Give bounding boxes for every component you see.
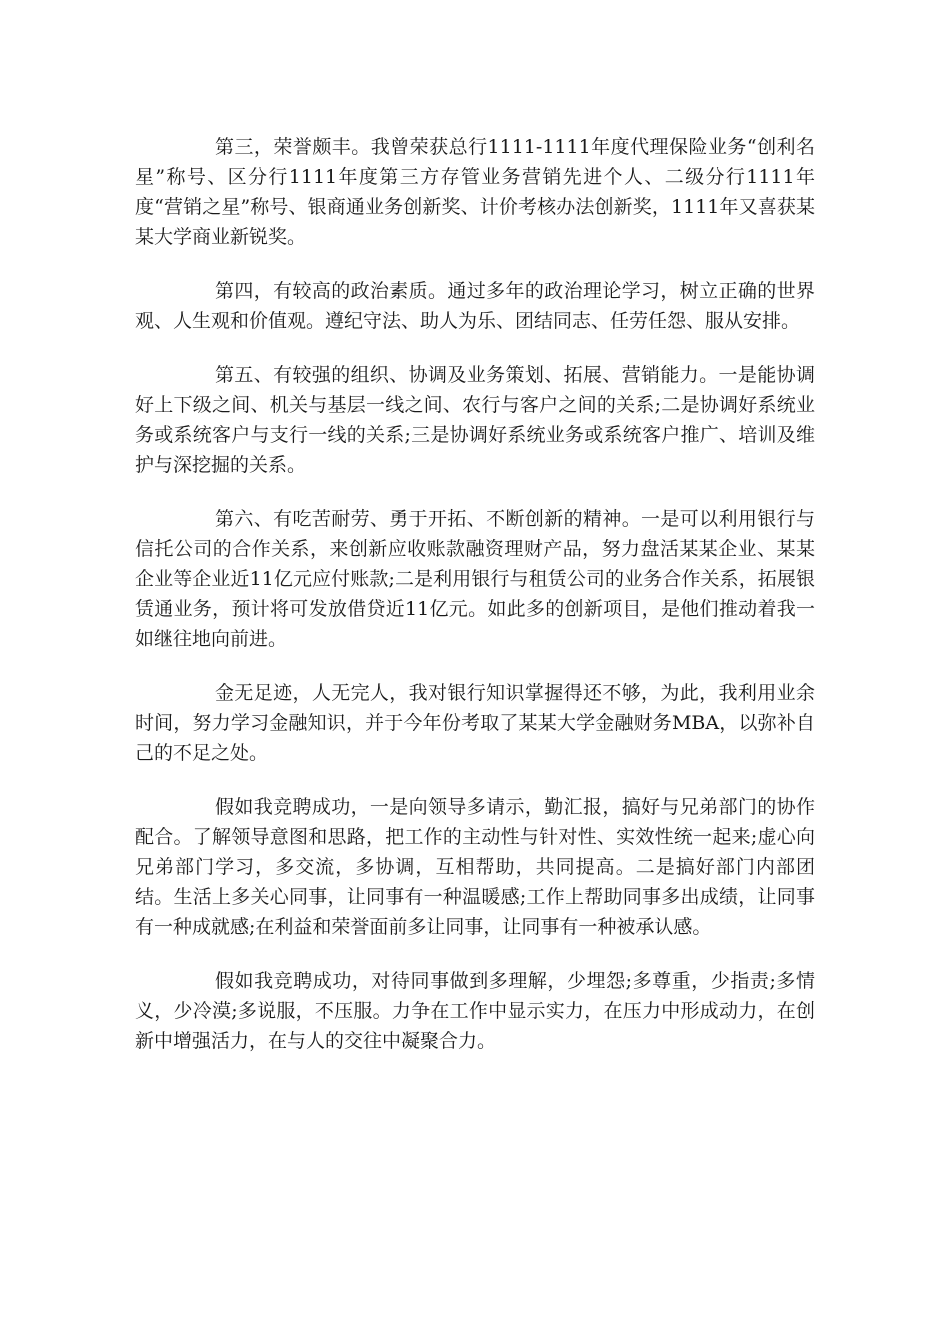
document-body	[135, 132, 815, 1080]
paragraph-organization-ability: 第五、有较强的组织、协调及业务策划、拓展、营销能力。一是能协调好上下级之间、机关与基层一线之间、农行与客户之间的关系;二是协调好系统业务或系统客户与支行一线的关系;三是协调好系统业务或系统客户推广、培训及维护与深挖掘的关系。	[135, 364, 815, 476]
paragraph-plan-cooperation: 假如我竞聘成功，一是向领导多请示，勤汇报，搞好与兄弟部门的协作配合。了解领导意图和思路，把工作的主动性与针对性、实效性统一起来;虚心向兄弟部门学习，多交流，多协调，互相帮助，共同提高。二是搞好部门内部团结。生活上多关心同事，让同事有一种温暖感;工作上帮助同事多出成绩，让同事有一种成就感;在利益和荣誉面前多让同事，让同事有一种被承认感。	[135, 796, 815, 938]
paragraph-political-quality: 第四，有较高的政治素质。通过多年的政治理论学习，树立正确的世界观、人生观和价值观。遵纪守法、助人为乐、团结同志、任劳任怨、服从安排。	[135, 280, 815, 332]
paragraph-self-improvement: 金无足迹，人无完人，我对银行知识掌握得还不够，为此，我利用业余时间，努力学习金融知识，并于今年份考取了某某大学金融财务MBA，以弥补自己的不足之处。	[135, 682, 815, 764]
paragraph-innovation-spirit: 第六、有吃苦耐劳、勇于开拓、不断创新的精神。一是可以利用银行与信托公司的合作关系，来创新应收账款融资理财产品，努力盘活某某企业、某某企业等企业近11亿元应付账款;二是利用银行与租赁公司的业务合作关系，拓展银赁通业务，预计将可发放借贷近11亿元。如此多的创新项目，是他们推动着我一如继往地向前进。	[135, 508, 815, 650]
paragraph-honors: 第三，荣誉颇丰。我曾荣获总行1111-1111年度代理保险业务“创利名星”称号、区分行1111年度第三方存管业务营销先进个人、二级分行1111年度“营销之星”称号、银商通业务创新奖、计价考核办法创新奖，1111年又喜获某某大学商业新锐奖。	[135, 136, 815, 248]
paragraph-plan-colleagues: 假如我竞聘成功，对待同事做到多理解，少埋怨;多尊重，少指责;多情义，少冷漠;多说服，不压服。力争在工作中显示实力，在压力中形成动力，在创新中增强活力，在与人的交往中凝聚合力。	[135, 970, 815, 1052]
